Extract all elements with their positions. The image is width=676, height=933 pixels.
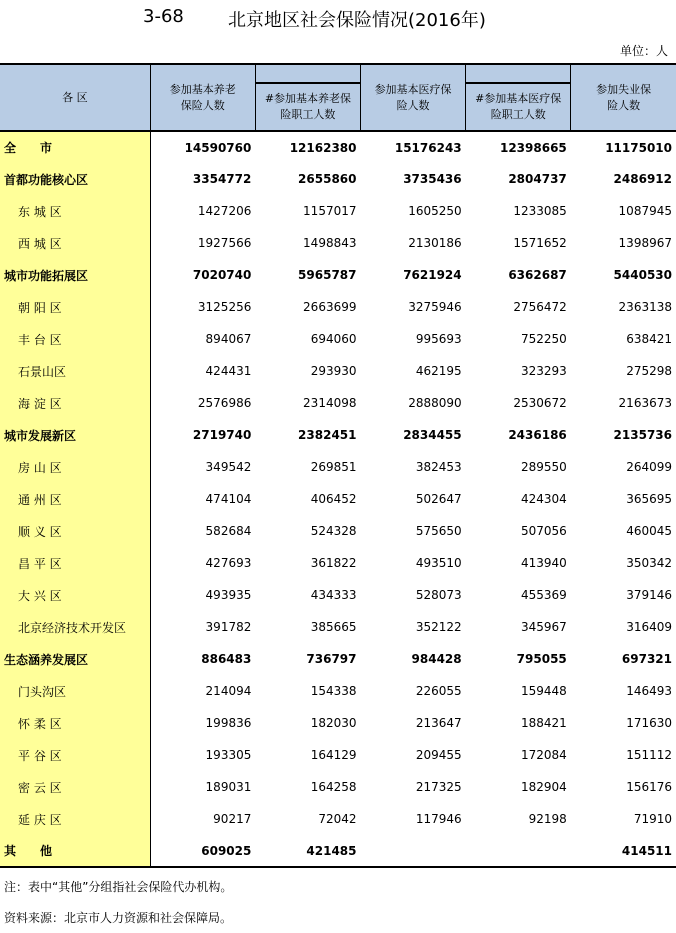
table-row (0, 195, 676, 227)
value-cell-col3: 2130186 (408, 236, 462, 250)
value-cell-col2: 2382451 (298, 428, 357, 442)
value-cell-col1: 214094 (205, 684, 252, 698)
value-cell-col5: 414511 (571, 835, 676, 867)
value-cell-col3: 209455 (415, 748, 462, 762)
table-row (0, 387, 676, 419)
region-name: 延 庆 区 (0, 803, 150, 835)
value-cell-col4: 2804737 (508, 172, 567, 186)
table-title: 北京地区社会保险情况(2016年) (228, 10, 486, 31)
value-cell-col2: 164129 (310, 748, 357, 762)
value-cell-col2: 421485 (255, 835, 360, 867)
value-cell-col3: 226055 (415, 684, 462, 698)
value-cell-col1: 424431 (205, 364, 252, 378)
region-name: 生态涵养发展区 (0, 643, 150, 675)
value-cell-col4: 323293 (520, 364, 567, 378)
value-cell-col2: 182030 (310, 716, 357, 730)
table-row (0, 451, 676, 483)
value-cell-col3: 1605250 (408, 204, 462, 218)
value-cell-col1: 90217 (213, 812, 252, 826)
value-cell-col5: 264099 (626, 460, 672, 474)
value-cell-col3: 3735436 (403, 172, 462, 186)
value-cell-col5: 151112 (626, 748, 672, 762)
value-cell-col2: 12162380 (255, 131, 360, 163)
table-row (0, 547, 676, 579)
value-cell-col2: 293930 (310, 364, 357, 378)
table-row (0, 323, 676, 355)
value-cell-col3 (361, 835, 466, 867)
header-unemployment-text: 参加失业保险人数 (596, 82, 652, 112)
value-cell-col1: 2719740 (192, 428, 252, 442)
header-medical-employee-top (466, 64, 571, 83)
value-cell-col1: 886483 (201, 652, 252, 666)
value-cell-col2: 694060 (310, 332, 357, 346)
value-cell-col1: 1427206 (197, 204, 252, 218)
value-cell-col4: 188421 (520, 716, 567, 730)
value-cell-col4: 159448 (520, 684, 567, 698)
value-cell-col4: 1571652 (513, 236, 567, 250)
table-row (0, 771, 676, 803)
value-cell-col3: 217325 (415, 780, 462, 794)
value-cell-col2: 736797 (306, 652, 357, 666)
value-cell-col1: 1927566 (197, 236, 252, 250)
value-cell-col2: 154338 (310, 684, 357, 698)
value-cell-col2: 361822 (310, 556, 357, 570)
value-cell-col1: 474104 (205, 492, 252, 506)
value-cell-col5: 146493 (626, 684, 672, 698)
value-cell-col3: 984428 (411, 652, 462, 666)
region-name: 城市功能拓展区 (0, 259, 150, 291)
value-cell-col1: 7020740 (192, 268, 252, 282)
value-cell-col4: 12398665 (466, 131, 571, 163)
value-cell-col1: 582684 (205, 524, 252, 538)
value-cell-col3: 462195 (415, 364, 462, 378)
value-cell-col2: 2663699 (303, 300, 357, 314)
value-cell-col2: 269851 (310, 460, 357, 474)
value-cell-col3: 3275946 (408, 300, 462, 314)
table-row (0, 131, 676, 163)
value-cell-col4: 752250 (520, 332, 567, 346)
value-cell-col4: 182904 (520, 780, 567, 794)
value-cell-col2: 2314098 (303, 396, 357, 410)
value-cell-col3: 528073 (415, 588, 462, 602)
table-row (0, 291, 676, 323)
value-cell-col2: 406452 (310, 492, 357, 506)
table-row (0, 579, 676, 611)
value-cell-col1: 391782 (205, 620, 252, 634)
header-medical-text: 参加基本医疗保险人数 (374, 82, 452, 112)
region-name: 海 淀 区 (0, 387, 150, 419)
value-cell-col1: 609025 (150, 835, 255, 867)
region-name: 全 市 (0, 131, 150, 163)
value-cell-col5: 316409 (626, 620, 672, 634)
value-cell-col2: 72042 (318, 812, 357, 826)
table-row (0, 611, 676, 643)
value-cell-col3: 2888090 (408, 396, 462, 410)
value-cell-col1: 3354772 (192, 172, 252, 186)
region-name: 东 城 区 (0, 195, 150, 227)
value-cell-col4: 1233085 (513, 204, 567, 218)
table-row (0, 675, 676, 707)
region-name: 平 谷 区 (0, 739, 150, 771)
region-name: 房 山 区 (0, 451, 150, 483)
value-cell-col3: 502647 (415, 492, 462, 506)
value-cell-col4: 507056 (520, 524, 567, 538)
table-row (0, 515, 676, 547)
value-cell-col4: 2530672 (513, 396, 567, 410)
table-row (0, 163, 676, 195)
table-row (0, 643, 676, 675)
value-cell-col1: 493935 (205, 588, 252, 602)
table-header (0, 64, 676, 131)
table-row (0, 355, 676, 387)
value-cell-col3: 493510 (415, 556, 462, 570)
value-cell-col4: 289550 (520, 460, 567, 474)
value-cell-col1: 3125256 (197, 300, 252, 314)
value-cell-col5: 1398967 (618, 236, 672, 250)
value-cell-col5: 5440530 (613, 268, 672, 282)
value-cell-col1: 199836 (205, 716, 252, 730)
value-cell-col2: 5965787 (298, 268, 357, 282)
table-row (0, 803, 676, 835)
value-cell-col5: 379146 (626, 588, 672, 602)
value-cell-col5: 1087945 (618, 204, 672, 218)
value-cell-col4: 424304 (520, 492, 567, 506)
header-pension-employee (255, 83, 360, 131)
value-cell-col4: 2436186 (508, 428, 567, 442)
value-cell-col3: 352122 (415, 620, 462, 634)
value-cell-col4: 345967 (520, 620, 567, 634)
value-cell-col2: 524328 (310, 524, 357, 538)
header-pension (150, 64, 255, 131)
value-cell-col1: 193305 (205, 748, 252, 762)
insurance-table (0, 63, 676, 868)
region-name: 北京经济技术开发区 (0, 611, 150, 643)
region-name: 城市发展新区 (0, 419, 150, 451)
table-row (0, 227, 676, 259)
region-name: 西 城 区 (0, 227, 150, 259)
value-cell-col3: 382453 (415, 460, 462, 474)
value-cell-col1: 2576986 (197, 396, 252, 410)
table-note: 注：表中“其他”分组指社会保险代办机构。 (4, 880, 233, 894)
value-cell-col3: 213647 (415, 716, 462, 730)
header-medical (361, 64, 466, 131)
header-pension-employee-text: #参加基本养老保险职工人数 (264, 92, 352, 121)
value-cell-col3: 995693 (415, 332, 462, 346)
table-row (0, 419, 676, 451)
table-row (0, 483, 676, 515)
value-cell-col1: 427693 (205, 556, 252, 570)
value-cell-col4: 795055 (516, 652, 567, 666)
region-name: 首都功能核心区 (0, 163, 150, 195)
value-cell-col5: 2486912 (613, 172, 672, 186)
region-name: 密 云 区 (0, 771, 150, 803)
value-cell-col2: 1157017 (303, 204, 357, 218)
value-cell-col4: 413940 (520, 556, 567, 570)
region-name: 丰 台 区 (0, 323, 150, 355)
value-cell-col3: 117946 (415, 812, 462, 826)
value-cell-col5: 697321 (621, 652, 672, 666)
value-cell-col5: 156176 (626, 780, 672, 794)
unit-label: 单位：人 (619, 44, 668, 58)
value-cell-col3: 7621924 (403, 268, 462, 282)
value-cell-col5: 275298 (626, 364, 672, 378)
value-cell-col2: 2655860 (298, 172, 357, 186)
value-cell-col3: 2834455 (403, 428, 462, 442)
header-medical-employee-text: #参加基本医疗保险职工人数 (475, 92, 562, 121)
value-cell-col1: 189031 (205, 780, 252, 794)
region-name: 怀 柔 区 (0, 707, 150, 739)
table-row (0, 835, 676, 867)
value-cell-col2: 164258 (310, 780, 357, 794)
region-name: 朝 阳 区 (0, 291, 150, 323)
value-cell-col5: 460045 (626, 524, 672, 538)
region-name: 昌 平 区 (0, 547, 150, 579)
value-cell-col5: 2163673 (618, 396, 672, 410)
header-medical-employee (466, 83, 571, 131)
value-cell-col1: 349542 (205, 460, 252, 474)
region-name: 其 他 (0, 835, 150, 867)
region-name: 顺 义 区 (0, 515, 150, 547)
value-cell-col3: 15176243 (361, 131, 466, 163)
table-body (0, 131, 676, 867)
value-cell-col5: 350342 (626, 556, 672, 570)
value-cell-col5: 11175010 (571, 131, 676, 163)
header-pension-text: 参加基本养老保险人数 (169, 82, 236, 112)
value-cell-col5: 2363138 (618, 300, 672, 314)
table-row (0, 707, 676, 739)
value-cell-col5: 2135736 (613, 428, 672, 442)
region-name: 通 州 区 (0, 483, 150, 515)
table-row (0, 739, 676, 771)
value-cell-col1: 894067 (205, 332, 252, 346)
value-cell-col4: 92198 (528, 812, 567, 826)
region-name: 大 兴 区 (0, 579, 150, 611)
value-cell-col4: 455369 (520, 588, 567, 602)
table-row (0, 259, 676, 291)
value-cell-col2: 434333 (310, 588, 357, 602)
value-cell-col4 (466, 835, 571, 867)
value-cell-col2: 1498843 (303, 236, 357, 250)
value-cell-col5: 365695 (626, 492, 672, 506)
value-cell-col5: 71910 (633, 812, 672, 826)
header-unemployment (571, 64, 676, 131)
header-region: 各 区 (0, 64, 150, 131)
table-number: 3-68 (143, 6, 184, 27)
region-name: 石景山区 (0, 355, 150, 387)
value-cell-col5: 171630 (626, 716, 672, 730)
value-cell-col1: 14590760 (150, 131, 255, 163)
value-cell-col2: 385665 (310, 620, 357, 634)
data-source: 资料来源：北京市人力资源和社会保障局。 (4, 911, 233, 925)
value-cell-col4: 6362687 (508, 268, 567, 282)
value-cell-col5: 638421 (626, 332, 672, 346)
region-name: 门头沟区 (0, 675, 150, 707)
value-cell-col3: 575650 (415, 524, 462, 538)
value-cell-col4: 2756472 (513, 300, 567, 314)
value-cell-col4: 172084 (520, 748, 567, 762)
header-pension-employee-top (255, 64, 360, 83)
